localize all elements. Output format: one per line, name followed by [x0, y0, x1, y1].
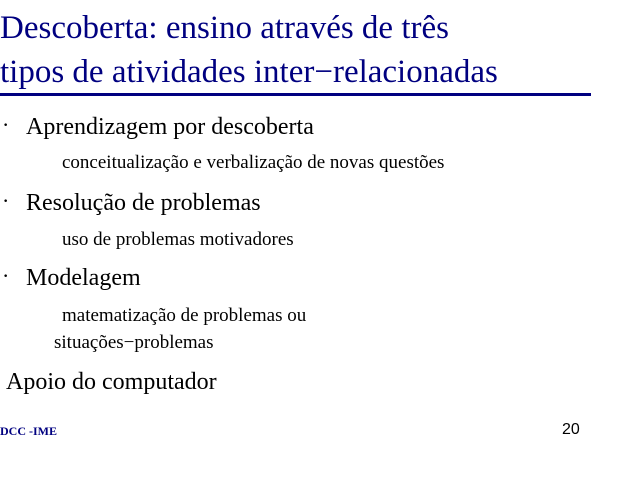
title-underline: [0, 93, 591, 96]
title-line-2: tipos de atividades inter−relacionadas: [0, 54, 498, 90]
bullet-dot-icon: ·: [2, 263, 10, 288]
footer-org: DCC -IME: [0, 424, 57, 438]
closing-line: Apoio do computador: [6, 369, 217, 395]
bullet-dot-icon: ·: [2, 188, 10, 213]
title-line-1: Descoberta: ensino através de três: [0, 10, 449, 46]
bullet-detail-line2: situações−problemas: [54, 332, 214, 353]
bullet-detail: uso de problemas motivadores: [62, 229, 294, 250]
page-number: 20: [562, 421, 580, 438]
bullet-detail: conceitualização e verbalização de novas questões: [62, 152, 445, 173]
bullet-detail-line1: matematização de problemas ou: [62, 305, 307, 326]
bullet-label: Modelagem: [26, 265, 141, 291]
bullet-dot-icon: ·: [2, 112, 10, 137]
slide-title: [0, 6, 600, 94]
bullet-label: Aprendizagem por descoberta: [26, 114, 314, 140]
bullet-label: Resolução de problemas: [26, 190, 261, 216]
